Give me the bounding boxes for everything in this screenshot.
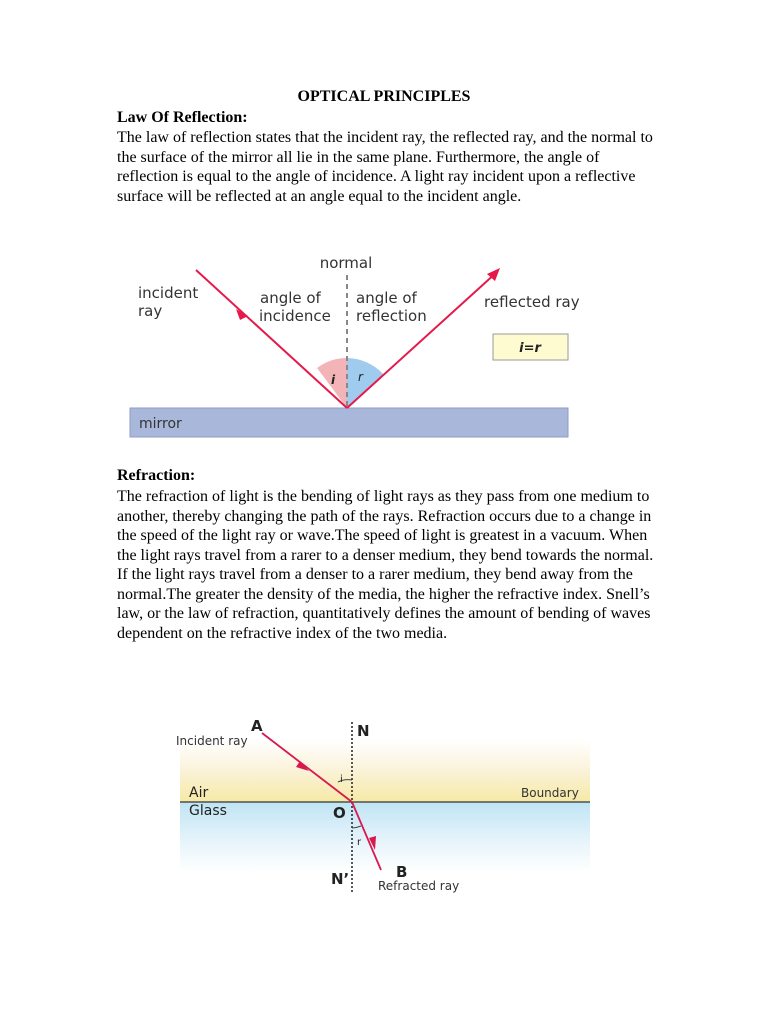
angle-incidence-label-line1: angle of	[260, 289, 321, 307]
incident-ray-label-line1: incident	[138, 284, 199, 302]
incident-ray-label: Incident ray	[176, 734, 248, 748]
angle-incidence-label-line2: incidence	[259, 307, 331, 325]
reflection-heading: Law Of Reflection:	[117, 109, 248, 126]
incident-ray-label-line2: ray	[138, 302, 163, 320]
angle-reflection-label-line2: reflection	[356, 307, 427, 325]
air-label: Air	[189, 785, 209, 801]
point-o-label: O	[333, 804, 346, 822]
mirror-label: mirror	[139, 416, 182, 432]
point-b-label: B	[396, 863, 408, 881]
incident-ray-arrow	[236, 309, 248, 320]
reflected-ray-label: reflected ray	[484, 293, 580, 311]
refracted-ray-label: Refracted ray	[378, 879, 460, 893]
angle-reflection-label-line1: angle of	[356, 289, 417, 307]
formula-text: i=r	[519, 341, 541, 356]
normal-label: normal	[319, 254, 373, 272]
angle-r-symbol: r	[357, 837, 362, 848]
reflection-paragraph: The law of reflection states that the incident ray, the reflected ray, and the normal to the surface of the mirror all lie in the same plane. Furthermore, the angle of reflection is equal to the angle of incidence. A light ray incident upon a reflective surface will be reflected at an angle equal to the incident angle.	[117, 129, 653, 205]
point-n-label: N	[357, 722, 370, 740]
glass-region	[180, 802, 590, 872]
page-title: OPTICAL PRINCIPLES	[297, 88, 471, 105]
angle-r-arc	[347, 358, 384, 408]
reflection-diagram	[125, 250, 600, 445]
refraction-diagram	[170, 712, 595, 897]
refraction-paragraph: The refraction of light is the bending of light rays as they pass from one medium to another, thereby changing the path of the rays. Refraction occurs due to a change in the speed of the light ray or wave.The speed of light is greatest in a vacuum. When the light rays travel from a rarer to a denser medium, they bend towards the normal. If the light rays travel from a denser to a rarer medium, they bend away from the normal.The greater the density of the media, the higher the refractive index. Snell’s law, or the law of refraction, quantitatively defines the amount of bending of waves dependent on the refractive index of the two media.	[117, 488, 654, 642]
refraction-heading: Refraction:	[117, 467, 196, 484]
point-a-label: A	[251, 717, 263, 735]
angle-i-symbol: i	[340, 774, 343, 785]
glass-label: Glass	[189, 803, 227, 819]
angle-i-symbol: i	[331, 373, 336, 387]
boundary-label: Boundary	[521, 786, 579, 800]
point-n-prime-label: N’	[331, 870, 350, 888]
angle-r-symbol: r	[358, 370, 363, 384]
mirror-surface	[130, 408, 568, 437]
